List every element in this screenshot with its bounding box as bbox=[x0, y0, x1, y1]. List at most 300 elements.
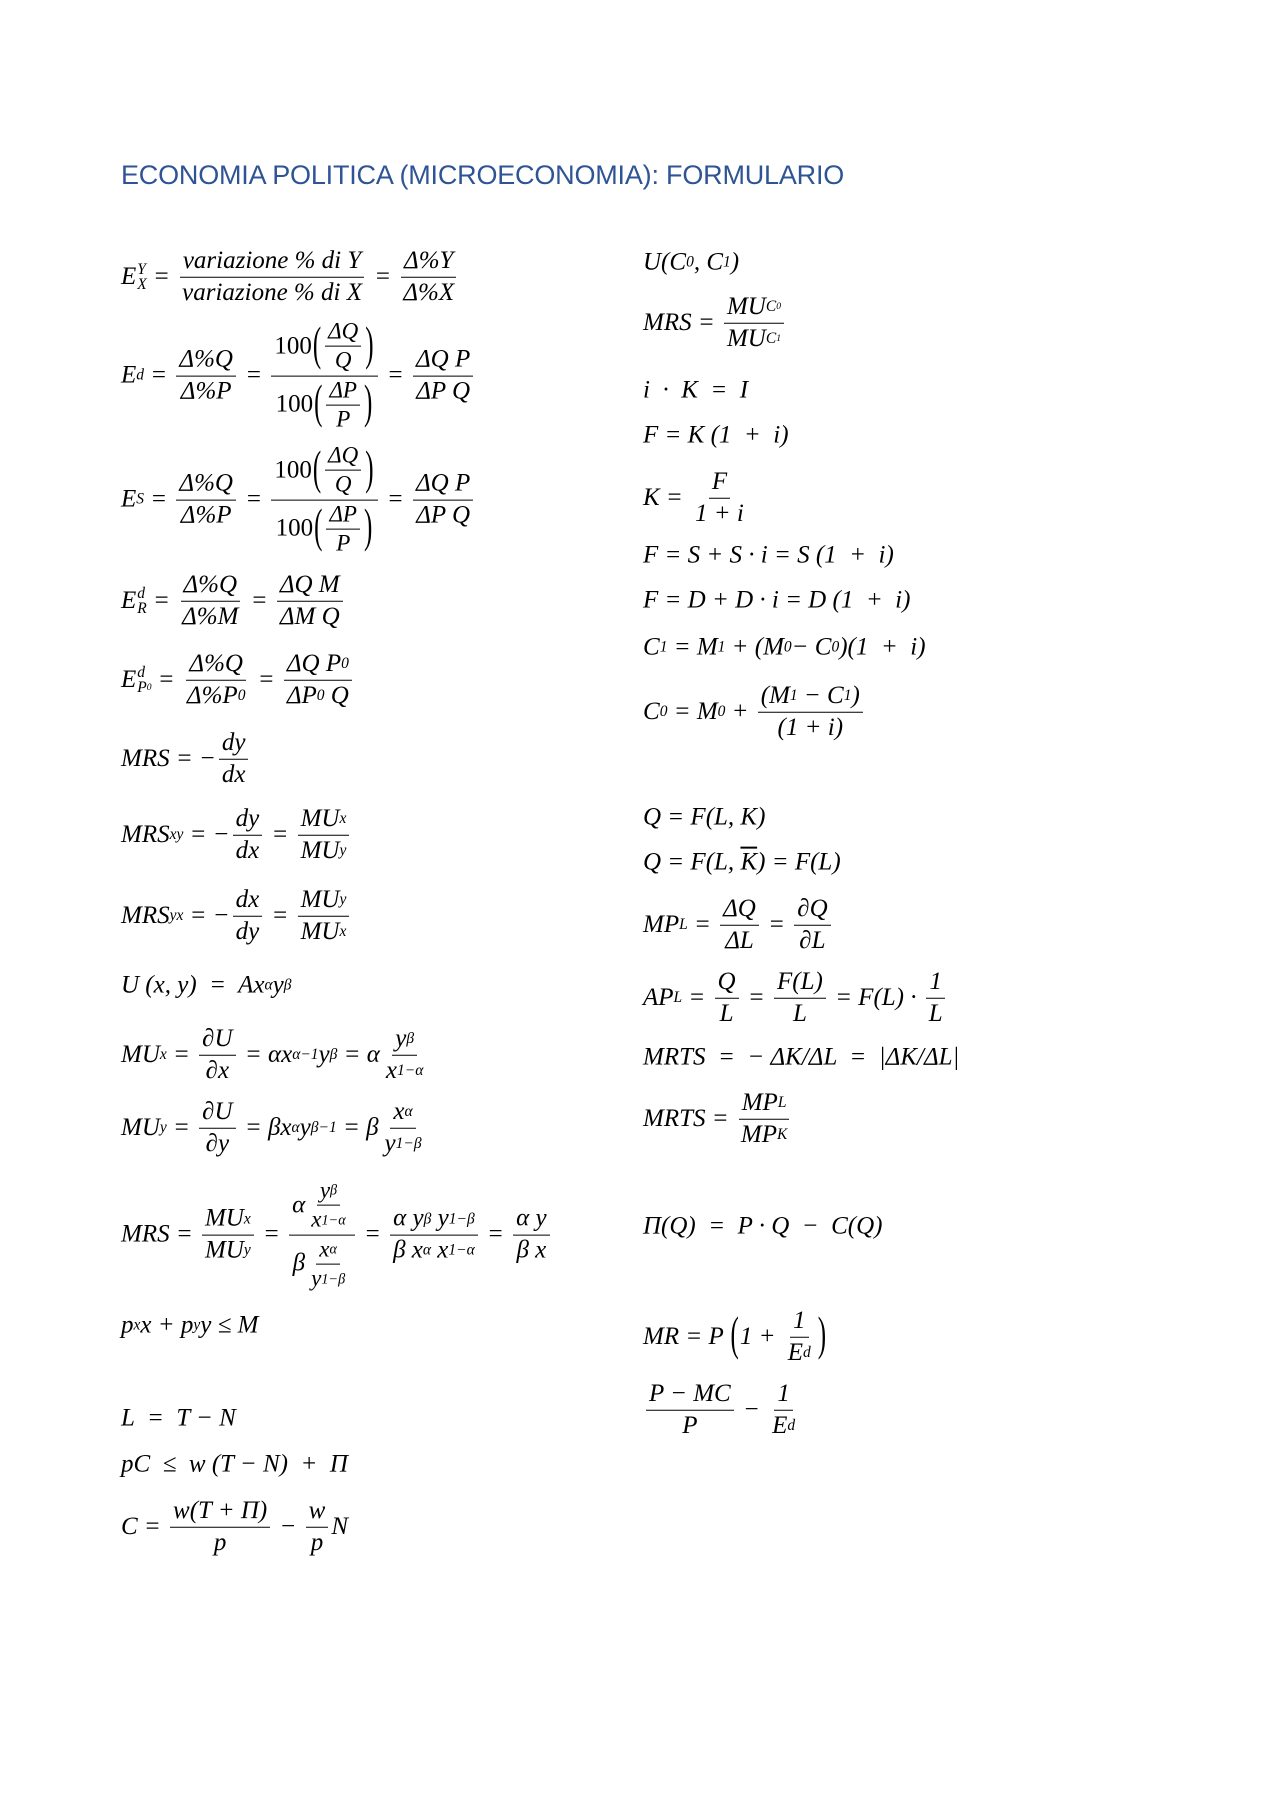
math-text: w bbox=[308, 1496, 326, 1524]
fraction-numerator bbox=[926, 968, 945, 999]
math-text: C bbox=[706, 248, 724, 276]
parenthesized-group bbox=[312, 443, 375, 499]
fraction-numerator bbox=[326, 502, 360, 530]
math-text: dx bbox=[235, 836, 260, 864]
math-text: = bbox=[741, 983, 771, 1011]
math-text: ΔQ bbox=[328, 442, 359, 468]
math-text: C = bbox=[121, 1512, 168, 1540]
math-text: ∂U bbox=[202, 1097, 233, 1125]
math-text: y bbox=[384, 1129, 396, 1157]
math-text: y bbox=[311, 1265, 322, 1291]
math-text: − bbox=[273, 1512, 303, 1540]
scripted-symbol bbox=[319, 1237, 337, 1263]
math-text: P bbox=[222, 681, 238, 709]
math-text: + ( bbox=[725, 633, 764, 661]
math-text: ΔP bbox=[329, 501, 357, 527]
scripted-symbol: MU C 0 bbox=[726, 292, 781, 320]
math-text: x bbox=[339, 810, 347, 828]
math-text: MRS = − bbox=[121, 744, 216, 772]
subscript bbox=[137, 680, 151, 696]
math-text: β x bbox=[516, 1236, 547, 1264]
math-text: MU bbox=[300, 836, 340, 864]
formula-mrs-xy bbox=[121, 805, 352, 866]
math-text: ΔQ P bbox=[415, 345, 471, 373]
math-text: ∂U bbox=[202, 1024, 233, 1052]
scripted-symbol bbox=[121, 486, 144, 515]
math-text: y bbox=[319, 1177, 331, 1203]
scripted-symbol bbox=[788, 1339, 811, 1368]
math-text: Q = F(L, bbox=[643, 848, 741, 876]
math-text: + bbox=[725, 697, 755, 725]
math-text: β bbox=[406, 1030, 415, 1048]
math-text: = β bbox=[238, 1113, 281, 1141]
math-text: 0 bbox=[776, 301, 781, 313]
fraction-denominator bbox=[692, 499, 747, 529]
fraction-numerator bbox=[774, 968, 826, 999]
fraction bbox=[233, 805, 263, 866]
fraction bbox=[774, 968, 826, 1029]
fraction-numerator bbox=[392, 1025, 417, 1056]
math-text: = bbox=[144, 361, 174, 389]
scripted-symbol bbox=[669, 249, 693, 278]
fraction-numerator bbox=[170, 1497, 270, 1528]
math-text: pC ≤ w (T − N) + Π bbox=[121, 1450, 348, 1478]
math-text: E bbox=[121, 485, 137, 513]
fraction bbox=[233, 886, 263, 947]
math-text: Δ%Y bbox=[404, 246, 454, 274]
formula-budget-constraint bbox=[121, 1312, 258, 1341]
math-text: MRTS = bbox=[643, 1104, 735, 1132]
math-text: MU bbox=[300, 917, 340, 945]
math-number: 100 bbox=[275, 515, 314, 543]
fraction bbox=[738, 1089, 790, 1150]
fraction bbox=[758, 682, 863, 743]
scripted-symbol bbox=[319, 1041, 338, 1070]
scripted-symbol bbox=[222, 682, 245, 711]
formula-debt-future bbox=[643, 587, 910, 616]
fraction-denominator bbox=[211, 1528, 230, 1558]
formula-mrts bbox=[643, 1044, 959, 1073]
scripted-symbol bbox=[205, 1205, 251, 1234]
fraction-denominator bbox=[382, 1129, 425, 1159]
math-text: P bbox=[336, 406, 351, 432]
math-text: = α bbox=[337, 1040, 380, 1068]
math-text: yx bbox=[169, 907, 184, 924]
math-text: d bbox=[137, 584, 146, 602]
math-text: E bbox=[121, 665, 137, 693]
fraction-denominator bbox=[277, 602, 343, 632]
math-text: β bbox=[329, 1046, 338, 1063]
math-text: = bbox=[687, 910, 718, 938]
math-text: Δ%M bbox=[182, 602, 239, 630]
math-number: 100 bbox=[275, 391, 314, 419]
formula-average-product-labour bbox=[643, 968, 949, 1029]
fraction bbox=[383, 1025, 426, 1086]
fraction-denominator bbox=[202, 1236, 254, 1266]
scripted-symbol bbox=[302, 682, 325, 711]
fraction-denominator bbox=[332, 347, 355, 374]
scripted-symbol bbox=[412, 1237, 431, 1266]
fraction-denominator bbox=[785, 1338, 814, 1368]
math-text: − bbox=[791, 633, 815, 661]
scripted-symbol bbox=[121, 262, 147, 293]
fraction-denominator bbox=[298, 836, 350, 866]
scripted-symbol bbox=[706, 249, 730, 278]
math-text: 1 bbox=[793, 1306, 806, 1334]
scripts bbox=[137, 262, 146, 293]
fraction bbox=[325, 443, 361, 499]
math-text: C bbox=[669, 248, 687, 276]
fraction-denominator bbox=[513, 1236, 549, 1266]
fraction bbox=[170, 1497, 270, 1558]
left-paren: ( bbox=[730, 1309, 739, 1361]
math-text: variazione % di X bbox=[182, 278, 362, 306]
fraction-numerator bbox=[390, 1098, 415, 1129]
superscript bbox=[137, 262, 146, 278]
math-text: ΔP Q bbox=[416, 377, 470, 405]
math-text: ∂x bbox=[205, 1056, 230, 1084]
math-text: = bbox=[238, 361, 269, 389]
math-text: ∂Q bbox=[797, 894, 828, 922]
fraction-denominator bbox=[926, 999, 946, 1029]
fraction bbox=[326, 502, 360, 558]
fraction-denominator bbox=[233, 836, 263, 866]
scripted-symbol bbox=[181, 1312, 200, 1341]
right-paren: ) bbox=[364, 502, 373, 554]
fraction-numerator bbox=[306, 1497, 329, 1528]
fraction-denominator bbox=[179, 602, 241, 632]
math-text: Δ% bbox=[186, 681, 223, 709]
fraction-numerator bbox=[219, 729, 249, 760]
math-text: 1 bbox=[929, 967, 942, 995]
math-text: P bbox=[336, 530, 351, 556]
scripted-symbol bbox=[121, 902, 183, 931]
math-text: 1 + bbox=[739, 1322, 782, 1350]
math-text: MRS bbox=[121, 820, 170, 848]
scripted-symbol bbox=[301, 837, 347, 866]
scripted-symbol bbox=[763, 634, 792, 663]
parenthesized-group bbox=[312, 319, 375, 375]
formula-income-elasticity-demand bbox=[121, 571, 346, 632]
left-paren: ( bbox=[312, 443, 322, 495]
fraction-denominator bbox=[308, 1528, 327, 1558]
fraction bbox=[176, 470, 236, 531]
math-text: y bbox=[437, 1204, 449, 1232]
fraction bbox=[308, 1237, 348, 1293]
math-text: ΔQ bbox=[723, 894, 756, 922]
math-text: p bbox=[121, 1311, 134, 1339]
math-text: MU bbox=[204, 1204, 244, 1232]
fraction bbox=[308, 1178, 348, 1234]
fraction bbox=[179, 247, 365, 308]
scripted-symbol bbox=[121, 1041, 167, 1070]
math-text: ΔQ P bbox=[415, 469, 471, 497]
math-text: P bbox=[325, 649, 342, 677]
fraction-denominator bbox=[179, 278, 365, 308]
scripted-symbol bbox=[643, 698, 667, 727]
math-text: = bbox=[380, 485, 410, 513]
math-text: 0 bbox=[146, 681, 152, 693]
parenthesized-group bbox=[313, 378, 373, 434]
fraction bbox=[382, 1098, 425, 1159]
scripted-symbol bbox=[827, 682, 851, 711]
math-text: = bbox=[682, 983, 712, 1011]
fraction-numerator bbox=[774, 1380, 793, 1411]
scripted-symbol bbox=[437, 1237, 474, 1266]
math-text: ∂L bbox=[799, 926, 826, 954]
fraction-numerator bbox=[325, 319, 361, 347]
scripted-symbol bbox=[301, 886, 347, 915]
fraction bbox=[720, 895, 759, 956]
math-text: AP bbox=[643, 983, 674, 1011]
math-text: M bbox=[696, 697, 718, 725]
scripted-symbol bbox=[772, 1412, 795, 1441]
math-text: , bbox=[693, 248, 707, 276]
fraction-numerator bbox=[289, 1178, 355, 1236]
fraction-denominator bbox=[383, 1056, 426, 1086]
math-text: MU bbox=[300, 885, 340, 913]
fraction-numerator bbox=[176, 470, 236, 501]
math-text: K = bbox=[643, 483, 690, 511]
left-paren: ( bbox=[314, 502, 323, 554]
fraction-numerator bbox=[271, 319, 377, 377]
fraction-numerator bbox=[413, 346, 473, 377]
right-paren: ) bbox=[365, 319, 374, 371]
fraction bbox=[271, 443, 377, 558]
math-text: ( bbox=[760, 681, 770, 709]
math-text: y bbox=[243, 1241, 251, 1259]
scripted-symbol bbox=[320, 1178, 337, 1204]
math-text: Q bbox=[717, 967, 736, 995]
math-text: ∂y bbox=[205, 1129, 230, 1157]
fraction bbox=[646, 1380, 734, 1441]
fraction-numerator bbox=[758, 682, 863, 713]
formula-marginal-revenue bbox=[643, 1307, 827, 1368]
math-text: 1 bbox=[776, 332, 781, 344]
formula-profit bbox=[643, 1213, 883, 1242]
math-text: x bbox=[281, 1040, 293, 1068]
math-text: M bbox=[769, 681, 790, 709]
math-text: MU bbox=[300, 804, 340, 832]
math-text: Q = F(L, K) bbox=[643, 803, 766, 831]
fraction bbox=[692, 468, 747, 529]
math-text: MU bbox=[121, 1113, 160, 1141]
fraction-denominator bbox=[796, 926, 828, 956]
math-text: = bbox=[667, 697, 697, 725]
fraction bbox=[326, 378, 360, 434]
fraction-numerator bbox=[316, 1237, 340, 1265]
math-text: x bbox=[411, 1236, 423, 1264]
math-text: x bbox=[393, 1097, 405, 1125]
math-text: MU bbox=[204, 1236, 244, 1264]
math-text: E bbox=[121, 586, 137, 614]
math-text: E bbox=[121, 262, 137, 290]
math-text: L bbox=[673, 989, 683, 1006]
math-text: F(L) bbox=[776, 967, 823, 995]
fraction-denominator bbox=[790, 999, 810, 1029]
fraction-denominator bbox=[284, 681, 352, 711]
scripted-symbol bbox=[311, 1207, 345, 1233]
math-text: )(1 + i) bbox=[839, 633, 926, 661]
math-text: ΔQ bbox=[328, 318, 359, 344]
fraction-denominator bbox=[722, 926, 757, 956]
fraction-numerator bbox=[180, 247, 364, 278]
math-text: K bbox=[776, 1125, 788, 1143]
math-text: P bbox=[301, 681, 317, 709]
formula-mrts-ratio bbox=[643, 1089, 793, 1150]
math-text: p bbox=[180, 1311, 194, 1339]
superscript bbox=[137, 586, 146, 602]
fraction bbox=[400, 247, 457, 308]
math-text: U (x, y) = A bbox=[121, 971, 254, 999]
fraction bbox=[184, 650, 249, 711]
fraction bbox=[715, 968, 739, 1029]
scripted-symbol bbox=[273, 972, 292, 1001]
formula-marginal-utility-y bbox=[121, 1098, 428, 1159]
fraction bbox=[284, 650, 352, 711]
math-text: x bbox=[311, 1207, 322, 1233]
math-text: M bbox=[696, 633, 718, 661]
math-text: C bbox=[814, 633, 832, 661]
formula-future-value bbox=[643, 422, 789, 451]
scripted-symbol bbox=[438, 1205, 475, 1234]
math-text: x + bbox=[140, 1311, 181, 1339]
math-text: β bbox=[292, 1250, 306, 1278]
fraction-numerator bbox=[271, 443, 377, 501]
scripted-symbol bbox=[395, 1025, 414, 1054]
math-text: x bbox=[253, 971, 265, 999]
math-text: d bbox=[787, 1416, 796, 1434]
scripted-symbol bbox=[280, 1114, 299, 1143]
math-text: = bbox=[146, 262, 177, 290]
math-text: MP bbox=[643, 910, 680, 938]
fraction-numerator bbox=[794, 895, 830, 926]
parenthesized-group bbox=[313, 502, 373, 558]
fraction-numerator bbox=[176, 346, 236, 377]
math-text: α y bbox=[516, 1204, 547, 1232]
fraction bbox=[794, 895, 830, 956]
math-text: F = D + D · i = D (1 + i) bbox=[643, 586, 911, 614]
math-text: 0 bbox=[717, 703, 726, 720]
scripted-symbol bbox=[121, 665, 152, 696]
math-text: β bbox=[423, 1210, 432, 1228]
math-text: 1 bbox=[789, 687, 798, 705]
math-text: = bbox=[367, 262, 398, 290]
math-text: x bbox=[243, 1210, 251, 1228]
formula-marginal-product-labour bbox=[643, 895, 834, 956]
math-text: 1 bbox=[843, 687, 852, 705]
right-paren: ) bbox=[365, 443, 374, 495]
fraction-denominator bbox=[178, 501, 235, 531]
fraction-denominator bbox=[233, 917, 263, 947]
formula-marginal-utility-x bbox=[121, 1025, 429, 1086]
scripted-symbol bbox=[413, 1205, 432, 1234]
math-text: − bbox=[797, 681, 828, 709]
scripted-symbol bbox=[205, 1237, 251, 1266]
fraction bbox=[219, 729, 249, 790]
scripted-symbol bbox=[697, 698, 726, 727]
math-text: y bbox=[159, 1119, 167, 1136]
fraction bbox=[926, 968, 946, 1029]
formula-income-elasticity bbox=[121, 247, 460, 308]
fraction-numerator bbox=[298, 886, 350, 917]
math-text: 1−α bbox=[321, 1212, 346, 1229]
math-text: ΔL bbox=[725, 926, 754, 954]
fraction-numerator bbox=[401, 247, 456, 278]
fraction bbox=[724, 293, 784, 354]
scripted-symbol bbox=[697, 634, 726, 663]
math-text: = bbox=[380, 361, 410, 389]
math-text: x bbox=[339, 922, 347, 940]
math-text: Δ%P bbox=[180, 377, 232, 405]
math-text: dx bbox=[235, 885, 260, 913]
math-text: = bbox=[144, 485, 174, 513]
math-text: 1 bbox=[659, 639, 668, 656]
right-paren: ) bbox=[817, 1309, 827, 1361]
math-text: Q bbox=[334, 348, 352, 374]
fraction-denominator bbox=[738, 1120, 790, 1150]
math-text: y bbox=[299, 1113, 311, 1141]
math-text: 1 bbox=[723, 254, 731, 271]
fraction bbox=[199, 1098, 235, 1159]
fraction-denominator bbox=[203, 1056, 232, 1086]
math-overlined-symbol: $\overline{K}$ bbox=[740, 848, 758, 876]
math-text: x bbox=[133, 1317, 141, 1334]
fraction bbox=[176, 346, 236, 407]
math-text: N bbox=[331, 1512, 348, 1540]
formula-consumption bbox=[121, 1497, 348, 1558]
math-text: 0 bbox=[316, 686, 325, 704]
math-text: p bbox=[310, 1528, 324, 1556]
scripted-symbol bbox=[253, 972, 272, 1001]
formula-consumption-0 bbox=[643, 682, 866, 743]
fraction-numerator bbox=[199, 1098, 235, 1129]
fraction-denominator bbox=[390, 1236, 478, 1266]
math-text: MRS = bbox=[643, 308, 721, 336]
math-text: ΔQ M bbox=[279, 570, 340, 598]
formula-consumption-1 bbox=[643, 634, 926, 663]
subscript bbox=[137, 601, 146, 617]
math-text: Δ bbox=[286, 681, 302, 709]
math-text: α bbox=[404, 1103, 413, 1121]
fraction-numerator bbox=[739, 1089, 790, 1120]
math-text: − bbox=[736, 1395, 767, 1423]
formula-labour-budget bbox=[121, 1451, 348, 1480]
math-text: dy bbox=[235, 917, 260, 945]
fraction-denominator bbox=[400, 278, 457, 308]
math-text: 0 bbox=[341, 655, 349, 673]
scripted-symbol bbox=[300, 1114, 337, 1143]
formula-short-run-production bbox=[643, 849, 841, 878]
math-text: α bbox=[393, 1204, 413, 1232]
fraction-denominator bbox=[332, 471, 355, 498]
math-text: ΔM Q bbox=[279, 602, 340, 630]
fraction bbox=[289, 1178, 355, 1293]
fraction-numerator bbox=[186, 650, 246, 681]
math-text: C bbox=[827, 681, 844, 709]
scripts bbox=[137, 586, 146, 617]
math-text: i · K = I bbox=[643, 376, 749, 404]
fraction-numerator bbox=[277, 571, 343, 602]
scripts bbox=[137, 665, 151, 696]
fraction-denominator bbox=[679, 1411, 700, 1441]
math-text: = − bbox=[183, 820, 230, 848]
math-text: 1−β bbox=[448, 1210, 475, 1228]
math-text: = bbox=[667, 633, 697, 661]
math-text: F = K (1 + i) bbox=[643, 421, 789, 449]
scripted-symbol bbox=[121, 362, 144, 391]
fraction bbox=[390, 1205, 478, 1266]
